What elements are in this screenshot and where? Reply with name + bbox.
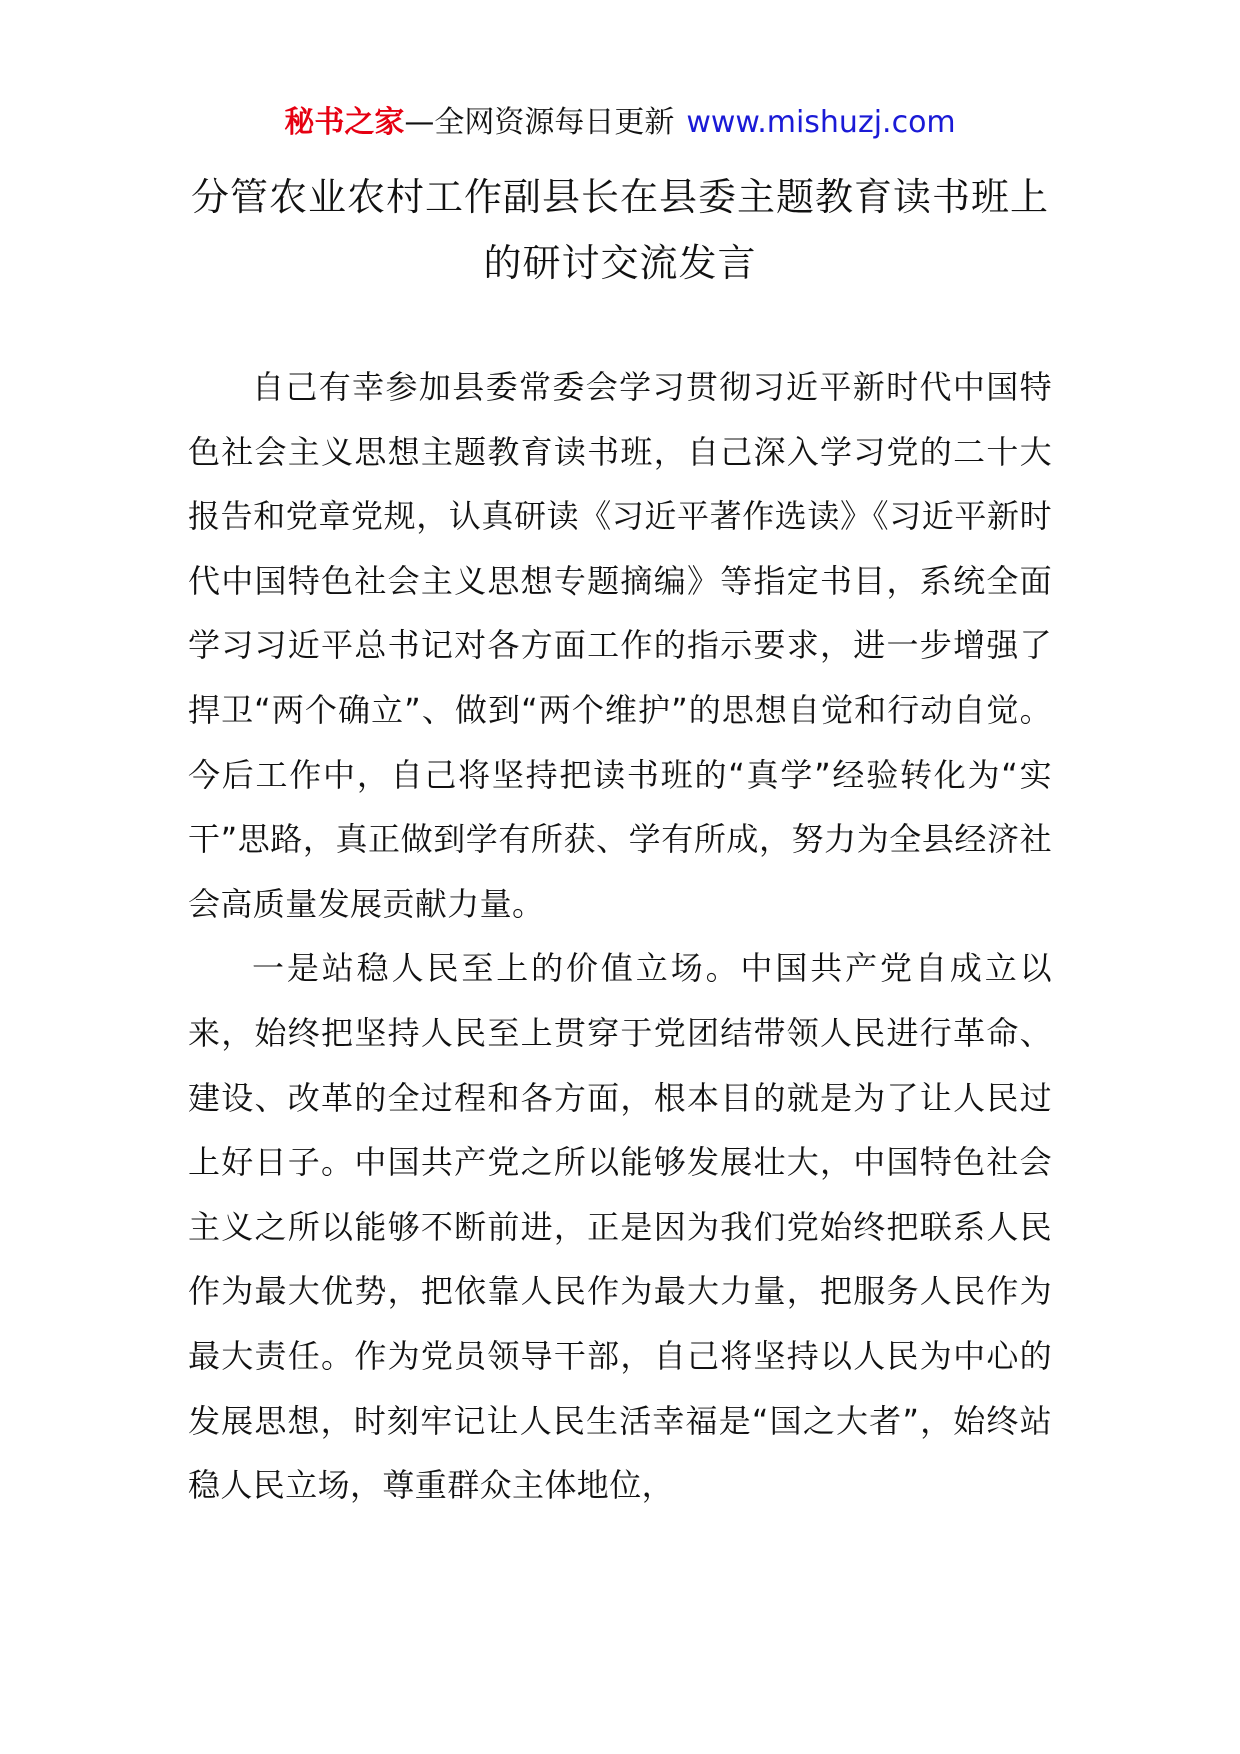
header-tagline: —全网资源每日更新	[404, 105, 675, 140]
paragraph: 自己有幸参加县委常委会学习贯彻习近平新时代中国特色社会主义思想主题教育读书班，自己深入学习党的二十大报告和党章党规，认真研读《习近平著作选读》《习近平新时代中国特色社会主义思想专题摘编》等指定书目，系统全面学习习近平总书记对各方面工作的指示要求，进一步增强了捍卫“两个确立”、做到“两个维护”的思想自觉和行动自觉。今后工作中，自己将坚持把读书班的“真学”经验转化为“实干”思路，真正做到学有所获、学有所成，努力为全县经济社会高质量发展贡献力量。	[188, 368, 1052, 923]
site-url-link[interactable]: www.mishuzj.com	[686, 105, 956, 140]
paragraph: 一是站稳人民至上的价值立场。中国共产党自成立以来，始终把坚持人民至上贯穿于党团结带领人民进行革命、建设、改革的全过程和各方面，根本目的就是为了让人民过上好日子。中国共产党之所以能够发展壮大，中国特色社会主义之所以能够不断前进，正是因为我们党始终把联系人民作为最大优势，把依靠人民作为最大力量，把服务人民作为最大责任。作为党员领导干部，自己将坚持以人民为中心的发展思想，时刻牢记让人民生活幸福是“国之大者”，始终站稳人民立场，尊重群众主体地位，	[188, 949, 1052, 1505]
document-title: 分管农业农村工作副县长在县委主题教育读书班上的研讨交流发言	[190, 175, 1049, 285]
brand-name: 秘书之家	[284, 105, 405, 140]
site-header	[0, 100, 1240, 146]
document-body	[188, 355, 1052, 1518]
